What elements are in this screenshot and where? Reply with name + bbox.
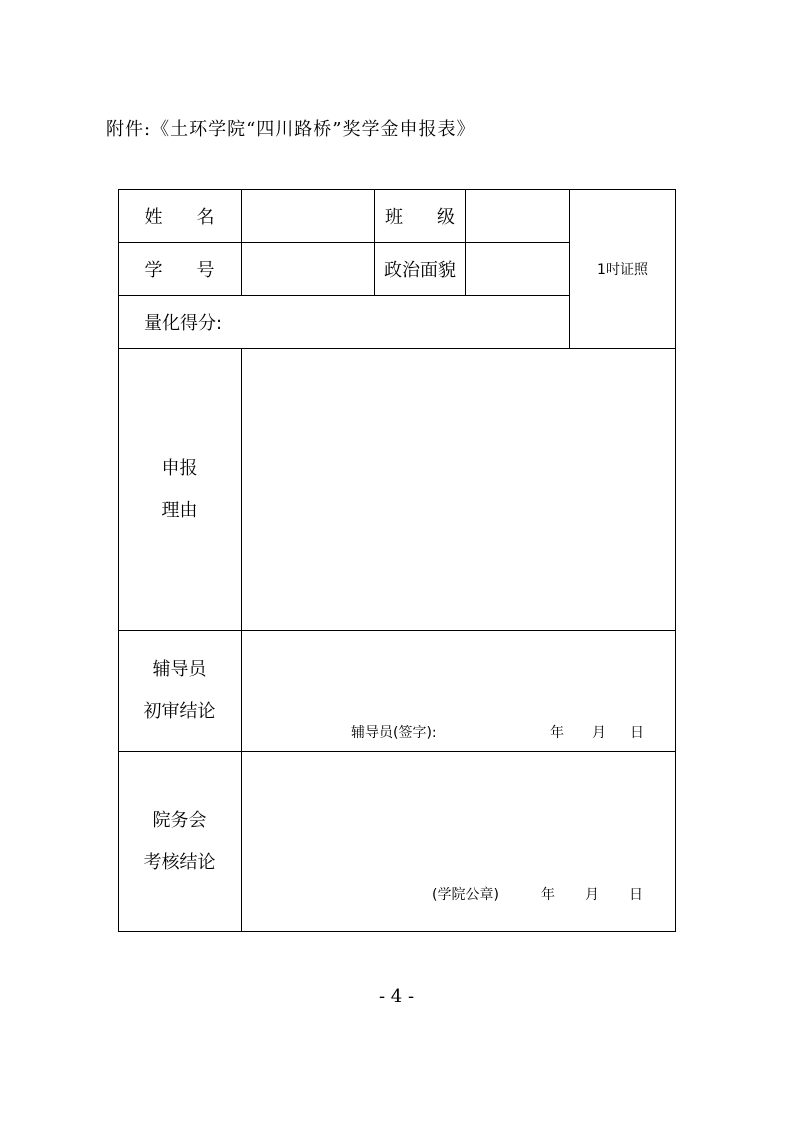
counselor-review-field[interactable]	[242, 631, 675, 751]
name-label: 姓 名	[144, 206, 215, 228]
counselor-review-label: 辅导员 初审结论	[143, 659, 216, 722]
college-year-label: 年	[541, 887, 555, 903]
application-form-table	[118, 189, 676, 932]
political-status-label: 政治面貌	[384, 260, 456, 281]
college-review-label: 院务会 考核结论	[143, 809, 216, 873]
reason-label: 申报 理由	[161, 457, 198, 521]
counselor-year-label: 年	[550, 725, 564, 741]
class-label: 班 级	[385, 206, 455, 228]
document-title: 附件:《土环学院“四川路桥”奖学金申报表》	[106, 119, 476, 140]
counselor-signature-label: 辅导员(签字):	[351, 725, 437, 741]
name-field[interactable]	[242, 189, 374, 242]
table-border-bottom	[118, 931, 676, 932]
table-border-right	[675, 189, 676, 932]
class-field[interactable]	[466, 189, 569, 242]
college-seal-label: (学院公章)	[432, 887, 499, 903]
college-month-label: 月	[585, 887, 599, 903]
counselor-day-label: 日	[630, 725, 644, 741]
photo-placeholder[interactable]: 1吋证照	[597, 262, 648, 278]
political-status-field[interactable]	[466, 243, 569, 295]
student-id-field[interactable]	[242, 243, 374, 295]
counselor-month-label: 月	[592, 725, 606, 741]
college-day-label: 日	[629, 887, 643, 903]
score-label: 量化得分:	[144, 313, 223, 334]
page-number: - 4 -	[378, 986, 415, 1007]
college-review-field[interactable]	[242, 752, 675, 931]
student-id-label: 学 号	[144, 260, 215, 281]
reason-field[interactable]	[242, 349, 675, 630]
